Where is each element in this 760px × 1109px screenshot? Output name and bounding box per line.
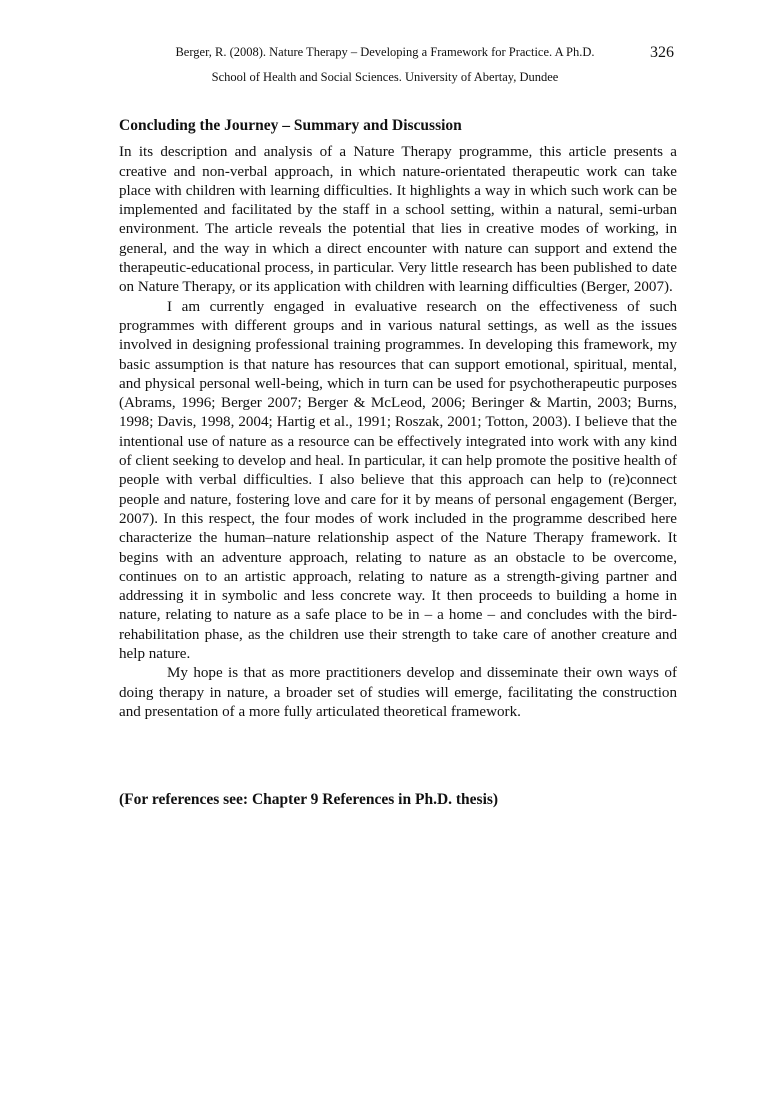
header-citation-line: Berger, R. (2008). Nature Therapy – Developing a Framework for Practice. A Ph.D.: [175, 45, 595, 59]
running-header: [150, 40, 620, 90]
paragraph-3: My hope is that as more practitioners develop and disseminate their own ways of doing therapy in nature, a broader set of studies will emerge, facilitating the construction and presentation of a more fully articulated theoretical framework.: [119, 665, 677, 720]
header-institution-line: School of Health and Social Sciences. University of Abertay, Dundee: [211, 70, 559, 84]
main-content: [119, 116, 677, 722]
paragraph-2: I am currently engaged in evaluative research on the effectiveness of such programmes with different groups and in various natural settings, as well as the issues involved in designing professional training programmes. In developing this framework, my basic assumption is that nature has resources that can support emotional, spiritual, mental, and physical personal well-being, which in turn can be used for psychotherapeutic purposes (Abrams, 1996; Berger 2007; Berger & McLeod, 2006; Beringer & Martin, 2003; Burns, 1998; Davis, 1998, 2004; Hartig et al., 1991; Roszak, 2001; Totton, 2003). I believe that the intentional use of nature as a resource can be effectively integrated into work with any kind of client seeking to develop and heal. In particular, it can help promote the positive health of people with verbal difficulties. I also believe that this approach can help to (re)connect people and nature, fostering love and care for it by means of personal engagement (Berger, 2007). In this respect, the four modes of work included in the programme described here characterize the human–nature relationship aspect of the Nature Therapy framework. It begins with an adventure approach, relating to nature as an obstacle to be overcome, continues on to an artistic approach, relating to nature as a strength-giving partner and addressing it in symbolic and less concrete way. It then proceeds to building a home in nature, relating to nature as a safe place to be in – a home – and concludes with the bird-rehabilitation phase, as the children use their strength to take care of another creature and help nature.: [119, 298, 677, 663]
paragraph-1: In its description and analysis of a Nature Therapy programme, this article presents a creative and non-verbal approach, in which nature-orientated therapeutic work can take place with children with learning difficulties. It highlights a way in which such work can be implemented and facilitated by the staff in a school setting, within a natural, semi-urban environment. The article reveals the potential that lies in creative modes of working, in general, and the way in which a direct encounter with nature can support and extend the therapeutic-educational process, in particular. Very little research has been published to date on Nature Therapy, or its application with children with learning difficulties (Berger, 2007).: [119, 144, 677, 296]
page-number: 326: [650, 44, 674, 61]
section-heading: Concluding the Journey – Summary and Discussion: [119, 117, 462, 134]
references-note: (For references see: Chapter 9 References in Ph.D. thesis): [119, 791, 499, 808]
